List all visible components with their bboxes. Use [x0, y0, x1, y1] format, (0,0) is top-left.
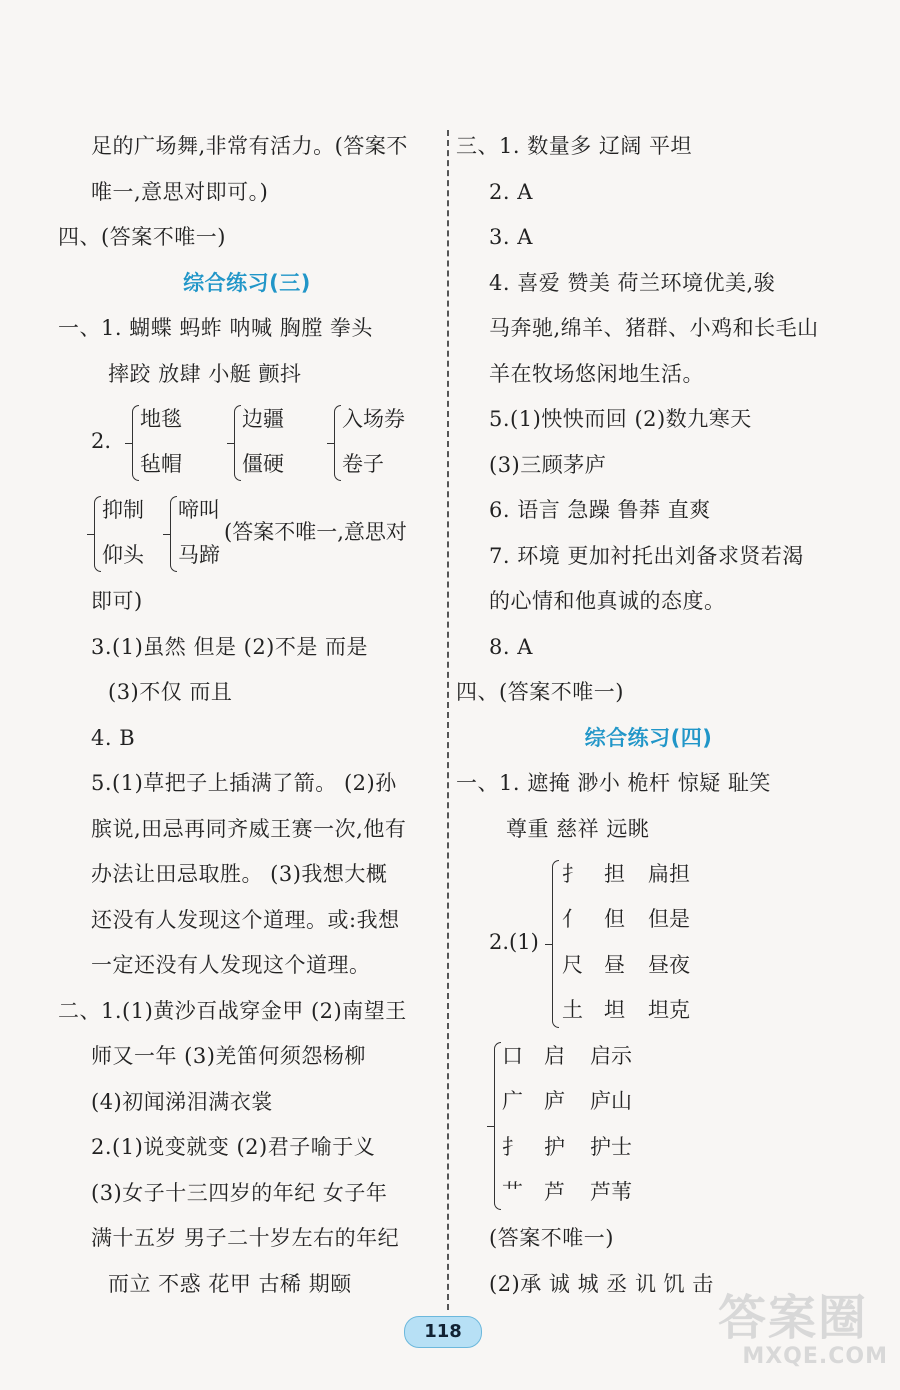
text-line: 四、(答案不唯一) [58, 225, 226, 249]
word: 芦苇 [590, 1180, 632, 1204]
word: 但是 [648, 907, 690, 931]
text-line: 5.(1)怏怏而回 (2)数九寒天 [489, 407, 752, 431]
brace-icon [552, 860, 559, 1028]
character: 护 [544, 1135, 565, 1159]
character: 但 [604, 907, 625, 931]
text-line: (2)承 诚 城 丞 讥 饥 击 [489, 1271, 714, 1296]
brace-icon [132, 405, 139, 481]
section-heading: 综合练习(四) [584, 725, 713, 750]
radical-group-a [456, 852, 841, 1034]
text-line: 3.(1)虽然 但是 (2)不是 而是 [91, 634, 369, 659]
brace-icon [494, 1042, 501, 1210]
text-line: 的心情和他真诚的态度。 [489, 589, 726, 613]
text-line: 膑说,田忌再同齐威王赛一次,他有 [91, 816, 407, 841]
text-line: 4. B [91, 725, 136, 750]
word: 护士 [590, 1135, 632, 1159]
text-line: 一、1. 遮掩 渺小 桅杆 惊疑 耻笑 [456, 771, 771, 795]
text-line: 还没有人发现这个道理。或:我想 [91, 907, 400, 932]
page-number: 118 [404, 1316, 482, 1348]
text-line: 羊在牧场悠闲地生活。 [489, 361, 704, 386]
text-line: 马奔驰,绵羊、猪群、小鸡和长毛山 [489, 316, 819, 340]
text-line: 三、1. 数量多 辽阔 平坦 [456, 134, 693, 158]
word: 昼夜 [648, 953, 690, 977]
text-line: (3)不仅 而且 [108, 680, 233, 704]
character: 坦 [604, 998, 625, 1022]
text-line: (答案不唯一) [489, 1226, 614, 1250]
character: 昼 [604, 953, 625, 977]
word: 卷子 [342, 452, 384, 476]
text-line: (3)女子十三四岁的年纪 女子年 [91, 1180, 388, 1205]
radical: 亻 [562, 907, 583, 931]
word: 坦克 [648, 998, 690, 1022]
question-label: 2. [91, 429, 112, 453]
word: 扁担 [648, 862, 690, 886]
text-line: 一定还没有人发现这个道理。 [91, 953, 371, 977]
char-group-row-2 [58, 488, 436, 579]
word: 启示 [590, 1044, 632, 1068]
watermark-text: 答案圈 [718, 1290, 869, 1346]
character: 启 [544, 1044, 565, 1068]
text-line: 摔跤 放肆 小艇 颤抖 [108, 361, 302, 386]
text-line: 师又一年 (3)羌笛何须怨杨柳 [91, 1044, 366, 1068]
radical: 扌 [562, 862, 583, 886]
word: 入场券 [342, 407, 405, 431]
word: 毡帽 [140, 452, 182, 476]
text-line: 足的广场舞,非常有活力。(答案不 [91, 134, 408, 158]
text-line: 6. 语言 急躁 鲁莽 直爽 [489, 498, 711, 522]
watermark-url: MXQE.COM [742, 1344, 888, 1369]
right-column [456, 124, 841, 1307]
word: 僵硬 [242, 452, 284, 476]
brace-icon [234, 405, 241, 481]
word: 地毯 [140, 407, 182, 431]
text-line: 而立 不惑 花甲 古稀 期颐 [108, 1271, 352, 1296]
text-line: 7. 环境 更加衬托出刘备求贤若渴 [489, 543, 804, 568]
radical-group-b [456, 1034, 841, 1216]
text-line: 5.(1)草把子上插满了箭。 (2)孙 [91, 771, 397, 795]
brace-icon [170, 496, 177, 572]
radical: 尺 [562, 953, 583, 977]
column-divider [447, 130, 449, 1310]
brace-icon [334, 405, 341, 481]
text-line: (4)初闻涕泪满衣裳 [91, 1089, 273, 1114]
text-line: 4. 喜爱 赞美 荷兰环境优美,骏 [489, 270, 776, 295]
radical: 口 [502, 1044, 523, 1068]
text-line: 2. A [489, 179, 533, 204]
text-line: 2.(1)说变就变 (2)君子喻于义 [91, 1135, 376, 1159]
brace-icon [94, 496, 101, 572]
radical: 广 [502, 1089, 523, 1113]
text-line: 尊重 慈祥 远眺 [506, 816, 650, 841]
word: 庐山 [590, 1089, 632, 1113]
word: 抑制 [102, 498, 144, 522]
text-line: 3. A [489, 225, 533, 249]
watermark-logo [718, 1292, 888, 1372]
text-line: 即可) [91, 589, 143, 613]
word: 马蹄 [178, 543, 220, 567]
text-line: (3)三顾茅庐 [489, 452, 607, 477]
radical: 土 [562, 998, 583, 1022]
text-line: 四、(答案不唯一) [456, 680, 624, 704]
word: 啼叫 [178, 498, 220, 522]
text-line: 一、1. 蝴蝶 蚂蚱 呐喊 胸膛 拳头 [58, 316, 373, 340]
text-line: 唯一,意思对即可。) [91, 179, 269, 204]
section-heading: 综合练习(三) [183, 270, 311, 295]
text-line: 二、1.(1)黄沙百战穿金甲 (2)南望王 [58, 998, 407, 1023]
character: 芦 [544, 1180, 565, 1204]
char-group-row-1 [58, 397, 436, 488]
radical: 艹 [502, 1180, 523, 1204]
text-line: 办法让田忌取胜。 (3)我想大概 [91, 862, 388, 886]
character: 庐 [544, 1089, 565, 1113]
radical: 扌 [502, 1135, 523, 1159]
text-line: 满十五岁 男子二十岁左右的年纪 [91, 1226, 400, 1250]
note: (答案不唯一,意思对 [224, 520, 407, 544]
word: 边疆 [242, 407, 284, 431]
character: 担 [604, 862, 625, 886]
left-column [58, 124, 436, 1307]
word: 仰头 [102, 543, 144, 567]
text-line: 8. A [489, 634, 533, 659]
question-label: 2.(1) [489, 930, 539, 954]
